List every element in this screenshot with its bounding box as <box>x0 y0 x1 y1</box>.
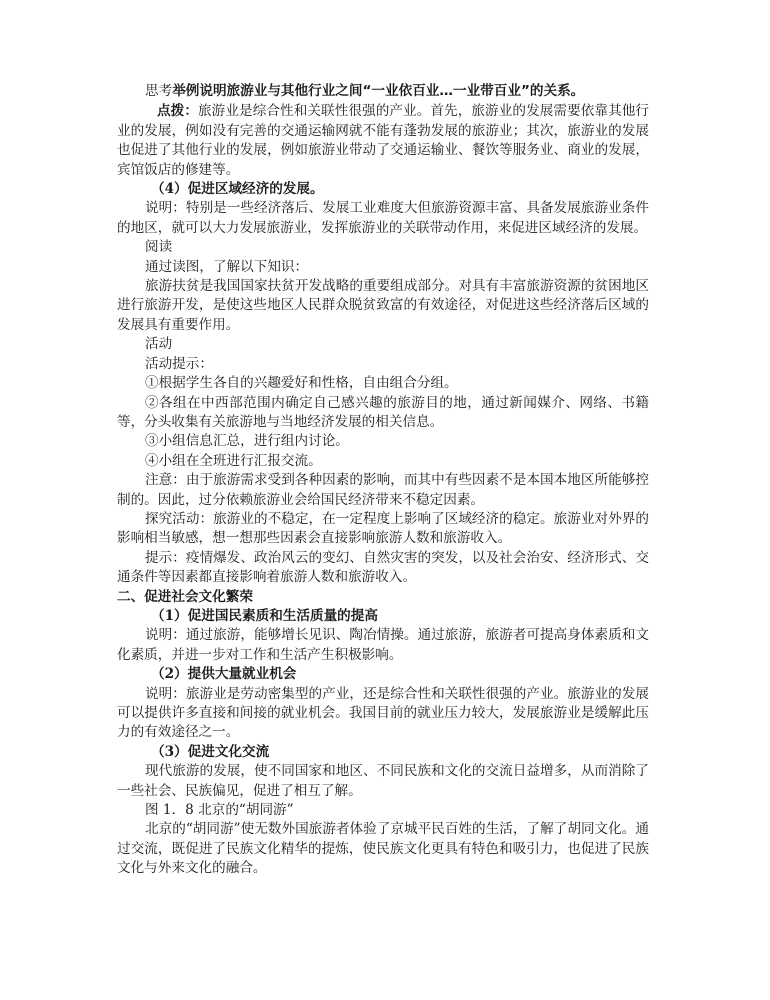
part2-sub3-text: 现代旅游的发展，使不同国家和地区、不同民族和文化的交流日益增多，从而消除了一些社会、民族偏见，促进了相互了解。 <box>117 763 649 799</box>
section4-text: 说明：特别是一些经济落后、发展工业难度大但旅游资源丰富、具备发展旅游业条件的地区，就可以大力发展旅游业，发挥旅游业的关联带动作用，来促进区域经济的发展。 <box>117 200 649 236</box>
activity-step: ③小组信息汇总，进行组内讨论。 <box>145 433 349 450</box>
part2-final-text: 北京的“胡同游”使无数外国旅游者体验了京城平民百姓的生活，了解了胡同文化。通过交流，既促进了民族文化精华的提炼，使民族文化更具有特色和吸引力，也促进了民族文化与外来文化的融合。 <box>117 821 649 877</box>
part2-sub2-text: 说明：旅游业是劳动密集型的产业，还是综合性和关联性很强的产业。旅游业的发展可以提供许多直接和间接的就业机会。我国目前的就业压力较大，发展旅游业是缓解此压力的有效途径之一。 <box>117 685 649 741</box>
think-label: 思考 <box>145 83 173 99</box>
activity-step: ①根据学生各自的兴趣爱好和性格，自由组合分组。 <box>145 375 458 392</box>
activity-note: 注意：由于旅游需求受到各种因素的影响，而其中有些因素不是本国本地区所能够控制的。因此，过分依赖旅游业会给国民经济带来不稳定因素。 <box>117 472 649 508</box>
figure-caption: 图 1．8 北京的“胡同游” <box>145 802 294 819</box>
document-page <box>117 82 649 879</box>
part2-sub1-heading: （1）促进国民素质和生活质量的提高 <box>151 607 378 624</box>
section4-heading: （4）促进区域经济的发展。 <box>151 181 324 198</box>
hint-paragraph <box>117 102 649 180</box>
reading-label: 阅读 <box>145 239 173 256</box>
part2-heading: 二、促进社会文化繁荣 <box>117 588 253 605</box>
activity-tips-label: 活动提示： <box>145 355 213 372</box>
activity-label: 活动 <box>145 336 173 353</box>
think-question-text: 举例说明旅游业与其他行业之间“一业依百业…一业带百业”的关系。 <box>172 83 585 99</box>
hint-text: 旅游业是综合性和关联性很强的产业。首先，旅游业的发展需要依靠其他行业的发展，例如没有完善的交通运输网就不能有蓬勃发展的旅游业；其次，旅游业的发展也促进了其他行业的发展，例如旅游业带动了交通运输业、餐饮等服务业、商业的发展，宾馆饭店的修建等。 <box>117 103 650 178</box>
think-question <box>117 82 649 101</box>
activity-step: ②各组在中西部范围内确定自己感兴趣的旅游目的地，通过新闻媒介、网络、书籍等，分头收集有关旅游地与当地经济发展的相关信息。 <box>117 394 649 430</box>
activity-explore: 探究活动：旅游业的不稳定，在一定程度上影响了区域经济的稳定。旅游业对外界的影响相当敏感，想一想那些因素会直接影响旅游人数和旅游收入。 <box>117 510 649 547</box>
hint-label: 点拨： <box>157 103 199 120</box>
activity-hint: 提示：疫情爆发、政治风云的变幻、自然灾害的突发，以及社会治安、经济形式、交通条件等因素都直接影响着旅游人数和旅游收入。 <box>117 549 649 586</box>
reading-text: 旅游扶贫是我国国家扶贫开发战略的重要组成部分。对具有丰富旅游资源的贫困地区进行旅游开发，是使这些地区人民群众脱贫致富的有效途径，对促进这些经济落后区域的发展具有重要作用。 <box>117 278 649 333</box>
activity-step: ④小组在全班进行汇报交流。 <box>145 452 322 469</box>
part2-sub3-heading: （3）促进文化交流 <box>151 743 270 760</box>
part2-sub2-heading: （2）提供大量就业机会 <box>151 666 297 683</box>
part2-sub1-text: 说明：通过旅游，能够增长见识、陶冶情操。通过旅游，旅游者可提高身体素质和文化素质，并进一步对工作和生活产生积极影响。 <box>117 627 649 663</box>
reading-intro: 通过读图，了解以下知识： <box>145 258 309 275</box>
